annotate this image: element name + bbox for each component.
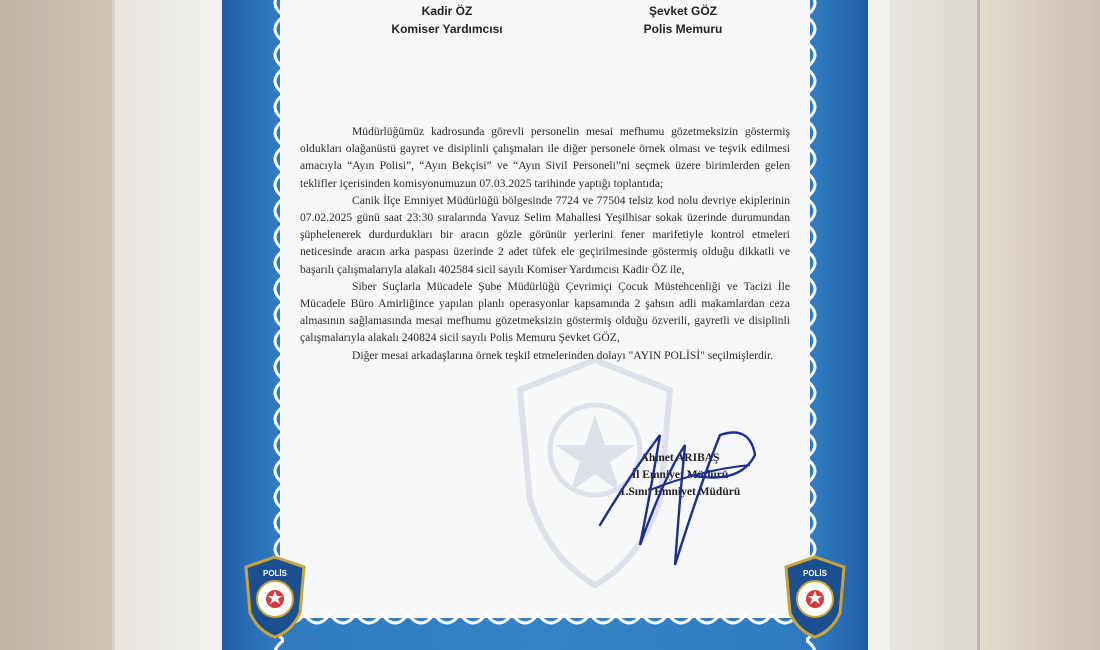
signatory-name: Ahmet ARIBAŞ: [640, 452, 720, 464]
police-badge-left-icon: [242, 555, 308, 639]
handwritten-signature: [590, 415, 770, 575]
certificate-body: [300, 123, 790, 364]
wall-left: [0, 0, 120, 650]
body-paragraph-2: Canik İlçe Emniyet Müdürlüğü bölgesinde 7724 ve 77504 telsiz kod nolu devriye ekiplerinin 07.02.2025 günü saat 23:30 sıralarında Yavuz Selim Mahallesi Yeşilhisar sokak üzerinde durumundan şüphelenerek durdurdukları bir aracın gözle görünür yerlerini fener marifetiyle kontrol etmeleri neticesinde aracın arka paspası üzerinde 2 adet tüfek ele geçirilmesinde göstermiş olduğu dikkatli ve başarılı çalışmalarıyla alakalı 402584 sicil sayılı Komiser Yardımcısı Kadir ÖZ ile,: [300, 193, 790, 276]
officer-1-caption: [372, 2, 522, 38]
scallop-border-bottom: [278, 614, 812, 636]
officer-1-name: Kadir ÖZ: [421, 4, 473, 18]
svg-text:POLİS: POLİS: [802, 569, 828, 578]
body-paragraph-4: Diğer mesai arkadaşlarına örnek teşkil etmelerinden dolayı "AYIN POLİSİ" seçilmişlerdir.: [352, 348, 774, 362]
signatory-title-1: İl Emniyet Müdürü: [631, 469, 729, 481]
signatory-title-2: 1.Sınıf Emniyet Müdürü: [619, 486, 741, 498]
officer-1-title: Komiser Yardımcısı: [391, 22, 503, 36]
police-badge-right-icon: [782, 555, 848, 639]
svg-text:POLİS: POLİS: [262, 569, 288, 578]
body-paragraph-1: Müdürlüğümüz kadrosunda görevli personelin mesai mefhumu gözetmeksizin göstermiş oldukları olağanüstü gayret ve disiplinli çalışmaları ile diğer personele örnek olması ve teşvik edilmesi amacıyla “Ayın Polisi”, “Ayın Bekçisi” ve “Ayın Sivil Personeli”ni seçmek üzere birimlerden gelen teklifler içerisinden komisyonumuzun 07.03.2025 tarihinde yaptığı toplantıda;: [300, 125, 790, 190]
officer-2-name: Şevket GÖZ: [648, 4, 718, 18]
wall-right: [970, 0, 1100, 650]
officer-2-title: Polis Memuru: [643, 22, 723, 36]
body-paragraph-3: Siber Suçlarla Mücadele Şube Müdürlüğü Çevrimiçi Çocuk Müstehcenliği ve Tacizi İle Mücadele Büro Amirliğince yapılan planlı operasyonlar kapsamında 2 şahsın adli makamlardan ceza almasının sağlamasında mesai mefhumu gözetmeksizin göstermiş olduğu özverili, gayretli ve disiplinli çalışmalarıyla alakalı 240824 sicil sayılı Polis Memuru Şevket GÖZ,: [300, 279, 790, 345]
officer-2-caption: [608, 2, 758, 38]
